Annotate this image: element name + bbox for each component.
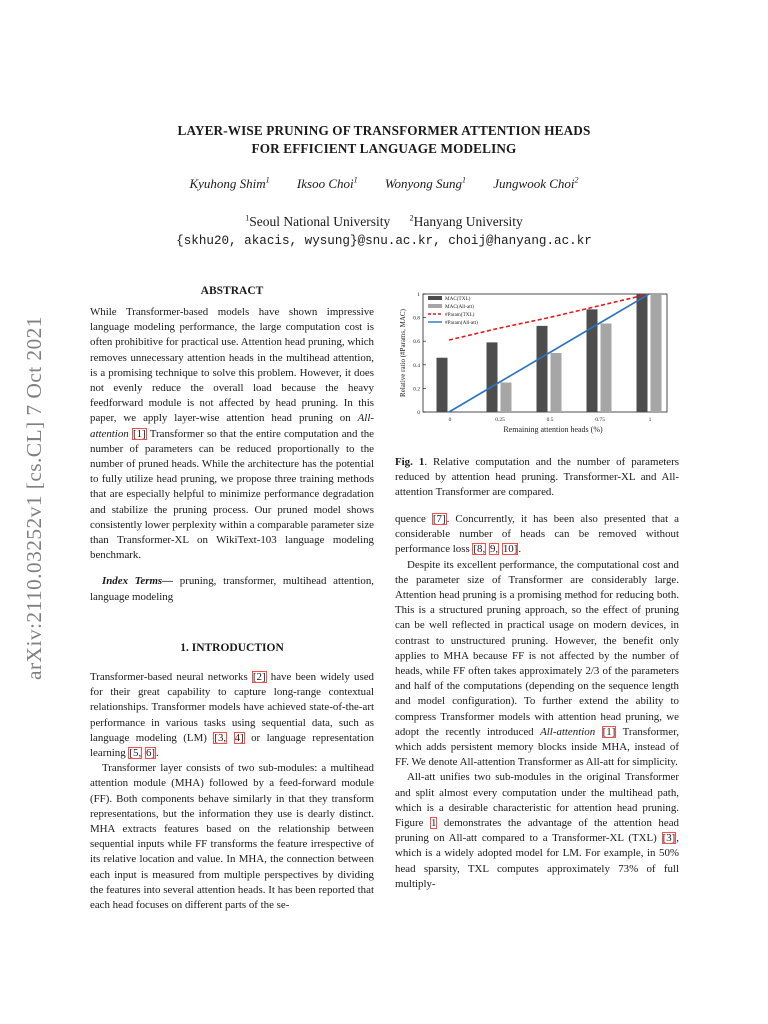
y-tick-label: 0.4 — [413, 362, 420, 369]
y-axis-label: Relative ratio (#Params, MAC) — [399, 309, 407, 397]
right-column-body: quence [7]. Concurrently, it has been also presented that a considerable number of heads can be removed without performance loss [8, 9, 10]. Despite its excellent performance, the computational cost and the parameter size of Transformer are considerably large. Attention head pruning is a promising method for reducing both. This is a structured pruning approach, so the effect of pruning can be well reflected in practical usage on modern devices, in contrast to unstructured pruning. However, the benefit only applies to MHA because FF is not affected by the number of heads, while FF often takes approximately 2/3 of the parameters and half of the computations (depending on the sequence length and model configuration). To further extend the ability to compress Transformer models with attention head pruning, we adopt the recently introduced All-attention [1] Transformer, which adds persistent memory blocks inside MHA, instead of FF. We denote All-attention Transformer as All-att for simplicity. All-att unifies two sub-modules in the original Transformer and split almost every computation under the multihead path, which is a desirable characteristic for attention head pruning. Figure 1 demonstrates the advantage of the attention head pruning on All-att compared to a Transformer-XL (TXL) [3], which is a widely adopted model for LM. For example, in 50% head sparsity, TXL computes approximately 73% of full multiply- — [395, 513, 680, 890]
bar-mac-txl- — [637, 294, 648, 412]
author: Kyuhong Shim$^1$ — [189, 176, 270, 192]
affiliations — [0, 213, 768, 230]
author: Iksoo Choi$^1$ — [296, 176, 358, 192]
citation-link[interactable]: [7] — [432, 513, 446, 525]
author-emails: {skhu20, akacis, wysung}@snu.ac.kr, choij@hanyang.ac.kr — [176, 234, 592, 248]
citation-link[interactable]: [3] — [662, 832, 676, 845]
legend-label: #Param(TXL) — [445, 312, 475, 318]
abstract-heading: ABSTRACT — [200, 285, 264, 297]
y-tick-label: 0.2 — [413, 386, 420, 393]
title-line-2: FOR EFFICIENT LANGUAGE MODELING — [251, 141, 517, 156]
y-tick-label: 0.8 — [413, 315, 420, 322]
paper-title — [0, 122, 768, 158]
legend-label: MAC(All-att) — [445, 304, 474, 310]
citation-link[interactable]: [3, — [214, 731, 227, 744]
citation-link[interactable]: [1] — [132, 427, 146, 440]
bar-mac-all-att- — [551, 353, 562, 412]
introduction-body: Transformer-based neural networks [2] have been widely used for their great capability to capture long-range contextual relationships. Transformer models have achieved state-of-the-art performance in various tasks using sequential data, such as language modeling (LM) [3, 4] or language representation learning [5, 6]. Transformer layer consists of two sub-modules: a multihead attention module (MHA) followed by a feed-forward module (FF). Both components behave similarly in that they transform representations, but the information they use is dearly distinct. MHA extracts features based on the relationship between sequential inputs while FF transforms the feature irrespective of its relative location and value. In MHA, the connection between each input is measured from multiple perspectives by dividing the features into several attention heads. It has been reported that each head focuses on different parts of the se- — [90, 671, 374, 912]
author-list — [0, 176, 768, 192]
bar-mac-all-att- — [501, 383, 512, 413]
section-heading-introduction: 1. INTRODUCTION — [180, 642, 284, 654]
y-tick-label: 0.6 — [413, 339, 420, 346]
bar-mac-all-att- — [601, 324, 612, 413]
x-tick-label: 0 — [448, 417, 452, 423]
citation-link[interactable]: 4] — [234, 731, 244, 744]
arxiv-stamp: arXiv:2110.03252v1 [cs.CL] 7 Oct 2021 — [22, 316, 46, 680]
bar-mac-all-att- — [651, 294, 662, 412]
citation-link[interactable]: [1] — [602, 725, 616, 738]
legend-label: #Param(All-att) — [445, 320, 478, 326]
title-line-1: LAYER-WISE PRUNING OF TRANSFORMER ATTENTION HEADS — [177, 123, 591, 138]
abstract-body: While Transformer-based models have shown impressive language modeling performance, the large computation cost is often prohibitive for practical use. Attention head pruning, which removes unnecessary attention heads in the multihead attention, is a promising technique to solve this problem. However, it does not evenly reduce the overall load because the heavy feedforward module is not affected by head pruning. In this paper, we apply layer-wise attention head pruning on All-attention [1] Transformer so that the entire computation and the number of parameters can be reduced proportionally to the number of pruned heads. While the architecture has the potential to fully utilize head pruning, we propose three training methods that are especially helpful to minimize performance degradation and stabilize the pruning process. Our pruned model shows consistently lower perplexity within a comparable parameter size than Transformer-XL on WikiText-103 language modeling benchmark. Index Terms— pruning, transformer, multihead attention, language modeling — [90, 305, 374, 605]
bar-mac-txl- — [537, 326, 548, 412]
citation-link[interactable]: [8, — [473, 543, 486, 556]
citation-link[interactable]: 9, — [489, 543, 499, 556]
affiliation: $^2$Hanyang University — [409, 213, 523, 229]
citation-link[interactable]: [5, — [129, 747, 142, 760]
bar-mac-txl- — [437, 358, 448, 412]
citation-link[interactable]: 6] — [145, 747, 156, 760]
legend-swatch — [428, 304, 442, 308]
citation-link[interactable]: [2] — [252, 671, 266, 683]
x-tick-label: 0.5 — [546, 417, 554, 423]
line--param-txl- — [449, 294, 649, 340]
x-axis-label: Remaining attention heads (%) — [503, 425, 603, 434]
author: Wonyong Sung$^1$ — [384, 176, 467, 192]
x-tick-label: 1 — [648, 417, 652, 423]
affiliation: $^1$Seoul National University — [245, 213, 391, 229]
x-tick-label: 0.75 — [595, 417, 605, 423]
citation-link[interactable]: 10] — [502, 543, 518, 556]
legend-label: MAC(TXL) — [445, 296, 471, 302]
x-tick-label: 0.25 — [495, 417, 505, 423]
index-terms: Index Terms— pruning, transformer, multihead attention, language modeling — [90, 575, 374, 603]
figure-reference-link[interactable]: 1 — [430, 817, 437, 830]
y-tick-label: 0 — [417, 410, 420, 416]
legend-swatch — [428, 296, 442, 300]
figure-1-chart — [393, 286, 675, 438]
bar-mac-txl- — [487, 342, 498, 412]
figure-1-caption: Fig. 1. Relative computation and the number of parameters reduced by attention head pruning. Transformer-XL and All-attention Transformer are compared. — [395, 456, 679, 499]
line--param-all-att- — [449, 294, 649, 412]
author: Jungwook Choi$^2$ — [493, 176, 579, 192]
y-tick-label: 1 — [417, 292, 420, 298]
